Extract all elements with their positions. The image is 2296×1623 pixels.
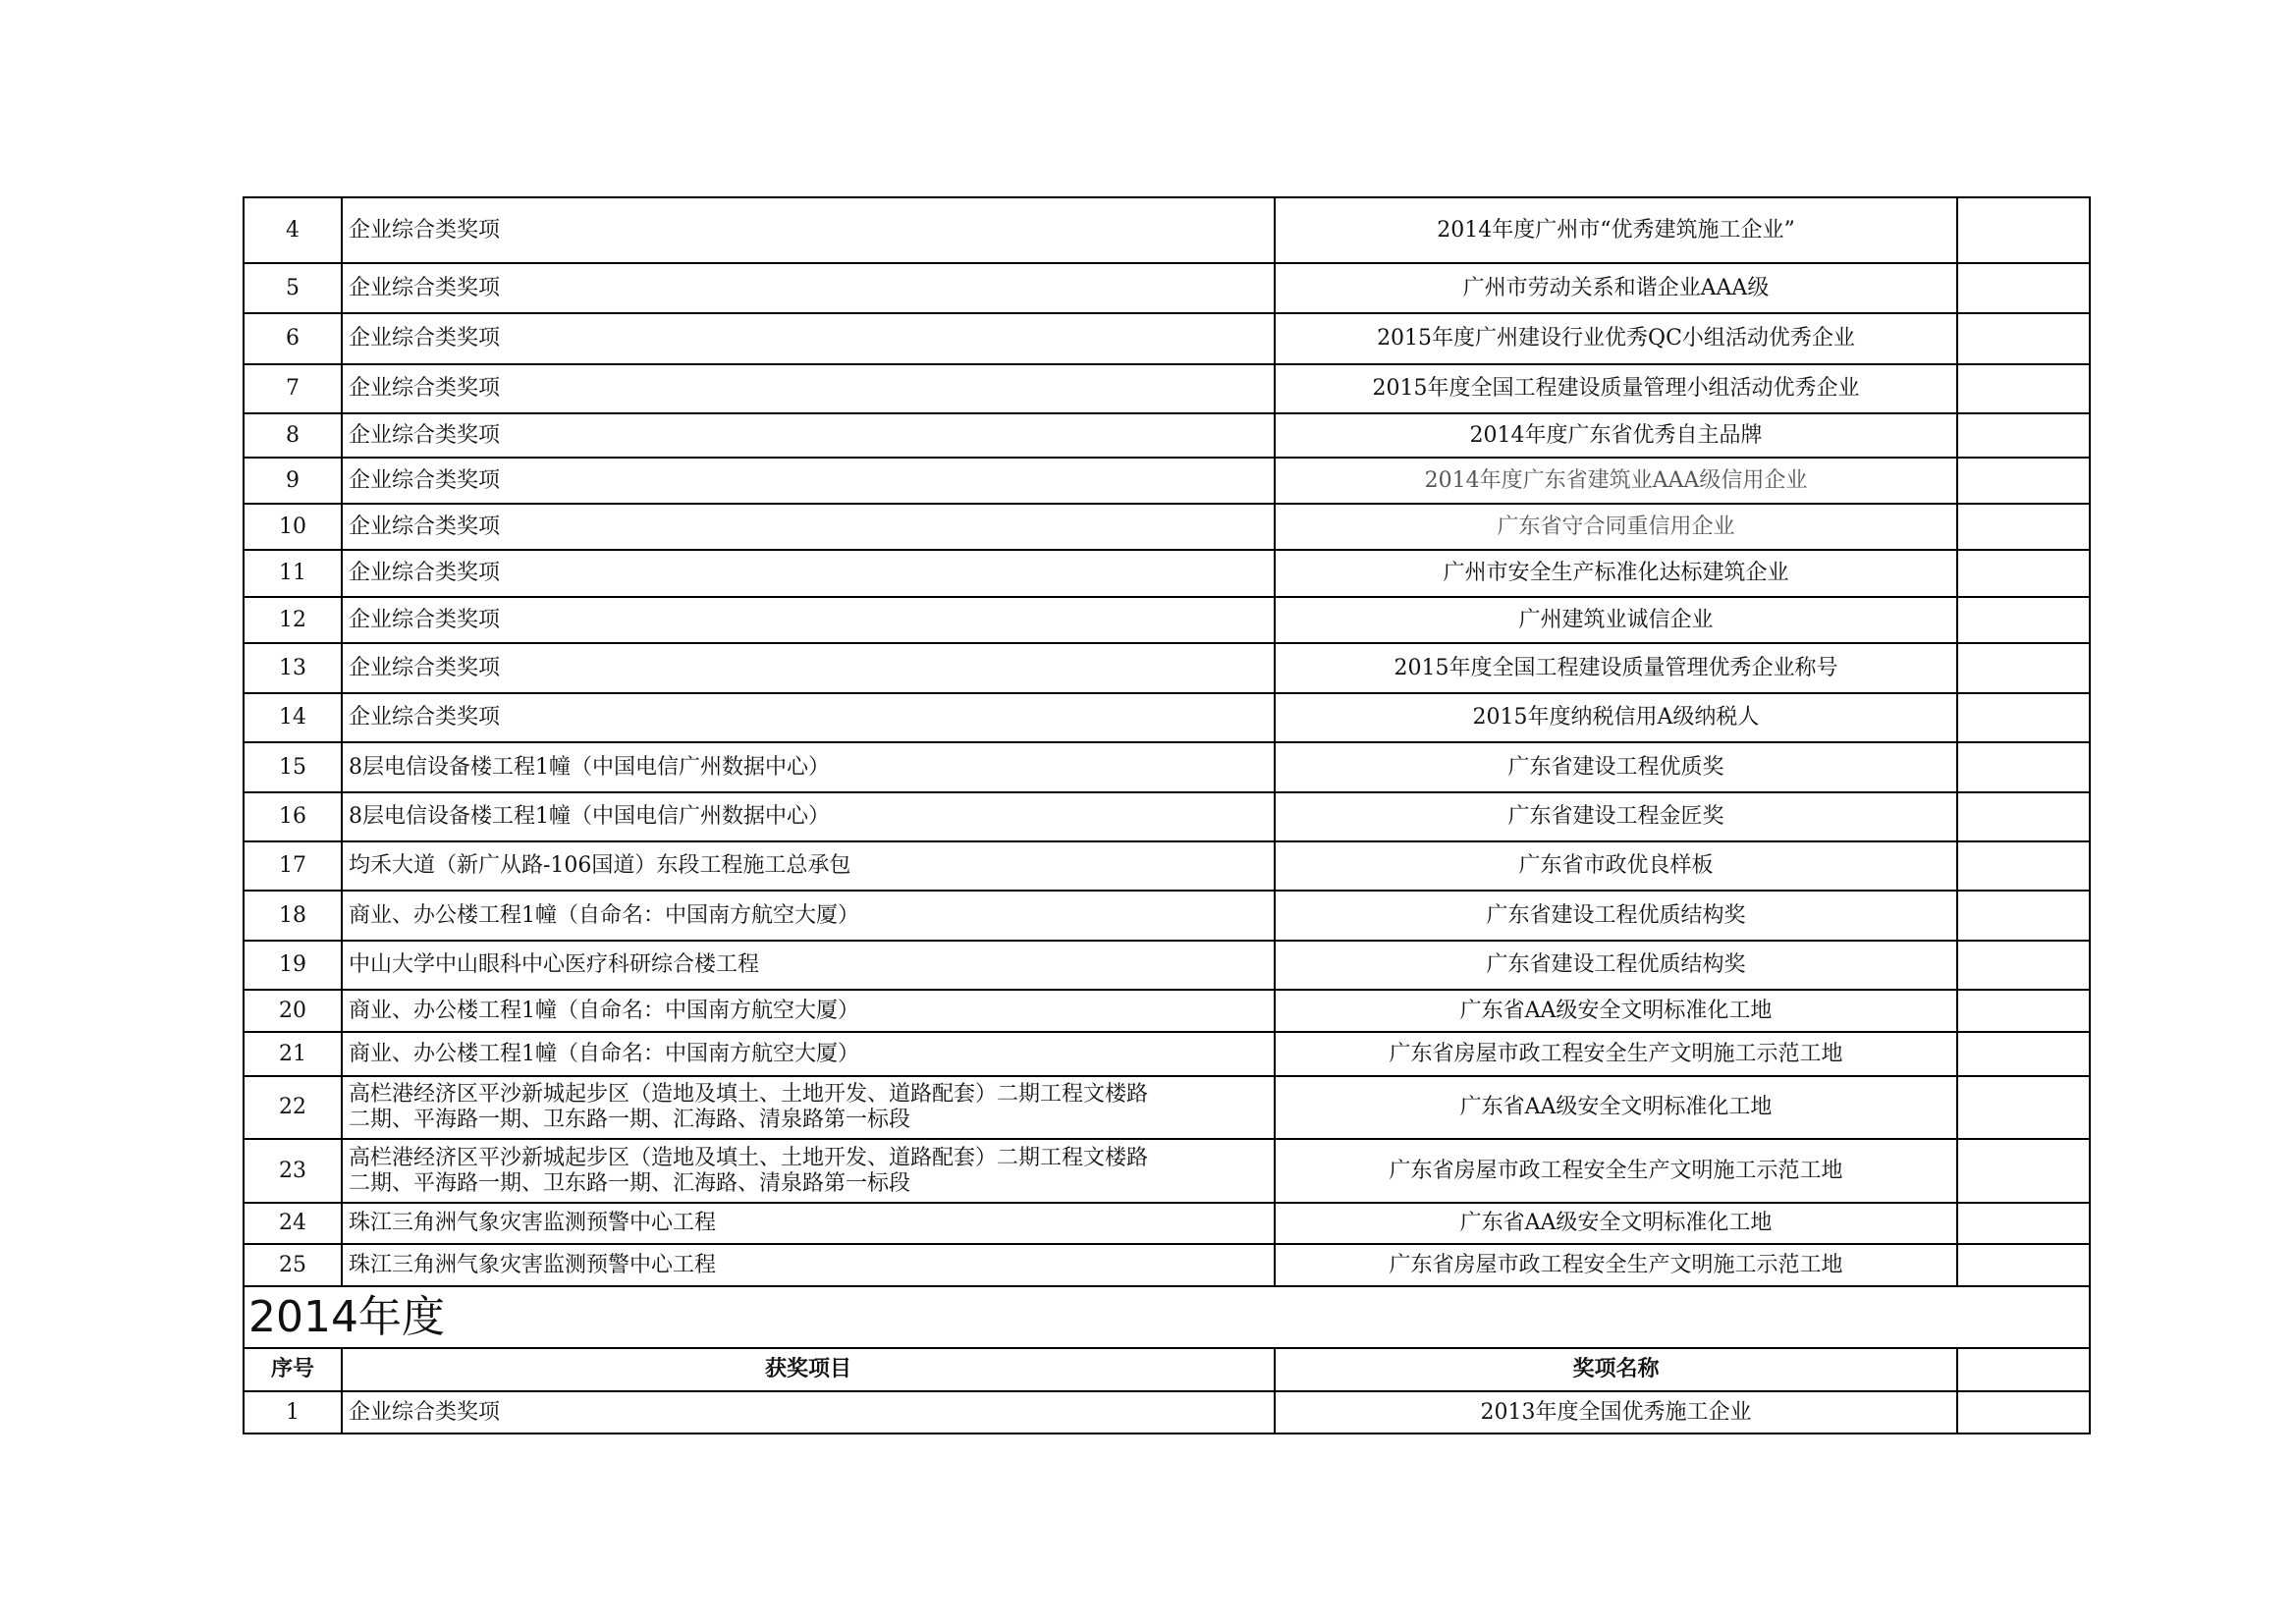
table-row <box>244 891 2090 941</box>
row-number: 13 <box>244 643 342 693</box>
award-name: 广东省AA级安全文明标准化工地 <box>1275 1203 1957 1244</box>
blank-cell <box>1957 263 2090 313</box>
header-item: 获奖项目 <box>342 1348 1275 1391</box>
row-number: 25 <box>244 1244 342 1286</box>
awards-table <box>243 196 2091 1434</box>
award-project-line: 高栏港经济区平沙新城起步区（造地及填土、土地开发、道路配套）二期工程文楼路 <box>349 1082 1149 1107</box>
award-project: 均禾大道（新广从路-106国道）东段工程施工总承包 <box>342 841 1275 891</box>
blank-cell <box>1957 643 2090 693</box>
header-no: 序号 <box>244 1348 342 1391</box>
award-name: 2014年度广州市“优秀建筑施工企业” <box>1275 197 1957 263</box>
award-name: 广东省AA级安全文明标准化工地 <box>1275 1076 1957 1139</box>
table-row <box>244 1391 2090 1434</box>
award-name: 广东省AA级安全文明标准化工地 <box>1275 990 1957 1032</box>
blank-cell <box>1957 313 2090 364</box>
blank-cell <box>1957 792 2090 841</box>
section-title: 2014年度 <box>244 1286 2090 1348</box>
award-project: 企业综合类奖项 <box>342 597 1275 643</box>
award-name: 广州市安全生产标准化达标建筑企业 <box>1275 550 1957 597</box>
blank-cell <box>1957 458 2090 504</box>
table-row <box>244 550 2090 597</box>
award-name: 广州建筑业诚信企业 <box>1275 597 1957 643</box>
award-project-line: 二期、平海路一期、卫东路一期、汇海路、清泉路第一标段 <box>349 1108 911 1132</box>
award-name: 2014年度广东省建筑业AAA级信用企业 <box>1275 458 1957 504</box>
blank-cell <box>1957 550 2090 597</box>
blank-cell <box>1957 841 2090 891</box>
table-row <box>244 364 2090 413</box>
award-project: 企业综合类奖项 <box>342 413 1275 458</box>
award-project <box>342 1139 1275 1203</box>
award-project: 商业、办公楼工程1幢（自命名：中国南方航空大厦） <box>342 891 1275 941</box>
row-number: 19 <box>244 941 342 990</box>
row-number: 10 <box>244 504 342 550</box>
row-number: 22 <box>244 1076 342 1139</box>
blank-cell <box>1957 1391 2090 1434</box>
award-project: 企业综合类奖项 <box>342 643 1275 693</box>
award-project-line: 二期、平海路一期、卫东路一期、汇海路、清泉路第一标段 <box>349 1170 911 1196</box>
row-number: 6 <box>244 313 342 364</box>
award-project: 珠江三角洲气象灾害监测预警中心工程 <box>342 1244 1275 1286</box>
award-project: 8层电信设备楼工程1幢（中国电信广州数据中心） <box>342 792 1275 841</box>
row-number: 9 <box>244 458 342 504</box>
row-number: 20 <box>244 990 342 1032</box>
award-project: 企业综合类奖项 <box>342 197 1275 263</box>
table-row <box>244 197 2090 263</box>
award-project: 企业综合类奖项 <box>342 550 1275 597</box>
table-row <box>244 742 2090 792</box>
table-row <box>244 792 2090 841</box>
blank-cell <box>1957 197 2090 263</box>
award-name: 广东省房屋市政工程安全生产文明施工示范工地 <box>1275 1244 1957 1286</box>
award-project: 企业综合类奖项 <box>342 693 1275 742</box>
blank-cell <box>1957 1139 2090 1203</box>
award-name: 广东省建设工程金匠奖 <box>1275 792 1957 841</box>
table-row <box>244 1032 2090 1076</box>
table-row <box>244 643 2090 693</box>
table-row <box>244 941 2090 990</box>
row-number: 4 <box>244 197 342 263</box>
row-number: 12 <box>244 597 342 643</box>
blank-cell <box>1957 1203 2090 1244</box>
award-name: 2015年度全国工程建设质量管理优秀企业称号 <box>1275 643 1957 693</box>
header-blank <box>1957 1348 2090 1391</box>
award-project: 中山大学中山眼科中心医疗科研综合楼工程 <box>342 941 1275 990</box>
table-row <box>244 413 2090 458</box>
table-row <box>244 1203 2090 1244</box>
table-row <box>244 263 2090 313</box>
award-name: 广东省房屋市政工程安全生产文明施工示范工地 <box>1275 1032 1957 1076</box>
award-project: 企业综合类奖项 <box>342 504 1275 550</box>
row-number: 7 <box>244 364 342 413</box>
blank-cell <box>1957 891 2090 941</box>
row-number: 8 <box>244 413 342 458</box>
award-project: 企业综合类奖项 <box>342 458 1275 504</box>
award-project <box>342 1076 1275 1139</box>
blank-cell <box>1957 597 2090 643</box>
award-name: 广东省守合同重信用企业 <box>1275 504 1957 550</box>
blank-cell <box>1957 1244 2090 1286</box>
blank-cell <box>1957 1032 2090 1076</box>
row-number: 18 <box>244 891 342 941</box>
blank-cell <box>1957 1076 2090 1139</box>
row-number: 23 <box>244 1139 342 1203</box>
blank-cell <box>1957 742 2090 792</box>
award-project: 企业综合类奖项 <box>342 263 1275 313</box>
table-row <box>244 1076 2090 1139</box>
section-title-row <box>244 1286 2090 1348</box>
table-header-row <box>244 1348 2090 1391</box>
award-project: 8层电信设备楼工程1幢（中国电信广州数据中心） <box>342 742 1275 792</box>
award-name: 广东省建设工程优质结构奖 <box>1275 891 1957 941</box>
table-row <box>244 504 2090 550</box>
award-name: 2015年度广州建设行业优秀QC小组活动优秀企业 <box>1275 313 1957 364</box>
award-project: 珠江三角洲气象灾害监测预警中心工程 <box>342 1203 1275 1244</box>
award-name: 2015年度全国工程建设质量管理小组活动优秀企业 <box>1275 364 1957 413</box>
row-number: 1 <box>244 1391 342 1434</box>
award-project: 企业综合类奖项 <box>342 1391 1275 1434</box>
blank-cell <box>1957 941 2090 990</box>
table-row <box>244 1244 2090 1286</box>
table-row <box>244 841 2090 891</box>
award-name: 广东省建设工程优质奖 <box>1275 742 1957 792</box>
award-project: 企业综合类奖项 <box>342 313 1275 364</box>
award-project-line: 高栏港经济区平沙新城起步区（造地及填土、土地开发、道路配套）二期工程文楼路 <box>349 1145 1149 1170</box>
table-row <box>244 458 2090 504</box>
row-number: 11 <box>244 550 342 597</box>
table-row <box>244 313 2090 364</box>
award-name: 广东省市政优良样板 <box>1275 841 1957 891</box>
award-project: 商业、办公楼工程1幢（自命名：中国南方航空大厦） <box>342 1032 1275 1076</box>
row-number: 16 <box>244 792 342 841</box>
blank-cell <box>1957 693 2090 742</box>
award-project: 商业、办公楼工程1幢（自命名：中国南方航空大厦） <box>342 990 1275 1032</box>
blank-cell <box>1957 364 2090 413</box>
award-name: 2013年度全国优秀施工企业 <box>1275 1391 1957 1434</box>
table-row <box>244 597 2090 643</box>
award-name: 广东省房屋市政工程安全生产文明施工示范工地 <box>1275 1139 1957 1203</box>
table-row <box>244 1139 2090 1203</box>
award-name: 广东省建设工程优质结构奖 <box>1275 941 1957 990</box>
table-row <box>244 693 2090 742</box>
award-project: 企业综合类奖项 <box>342 364 1275 413</box>
row-number: 14 <box>244 693 342 742</box>
row-number: 5 <box>244 263 342 313</box>
row-number: 15 <box>244 742 342 792</box>
award-name: 2015年度纳税信用A级纳税人 <box>1275 693 1957 742</box>
blank-cell <box>1957 413 2090 458</box>
award-name: 2014年度广东省优秀自主品牌 <box>1275 413 1957 458</box>
row-number: 17 <box>244 841 342 891</box>
blank-cell <box>1957 504 2090 550</box>
row-number: 24 <box>244 1203 342 1244</box>
table-row <box>244 990 2090 1032</box>
row-number: 21 <box>244 1032 342 1076</box>
award-name: 广州市劳动关系和谐企业AAA级 <box>1275 263 1957 313</box>
blank-cell <box>1957 990 2090 1032</box>
header-award: 奖项名称 <box>1275 1348 1957 1391</box>
